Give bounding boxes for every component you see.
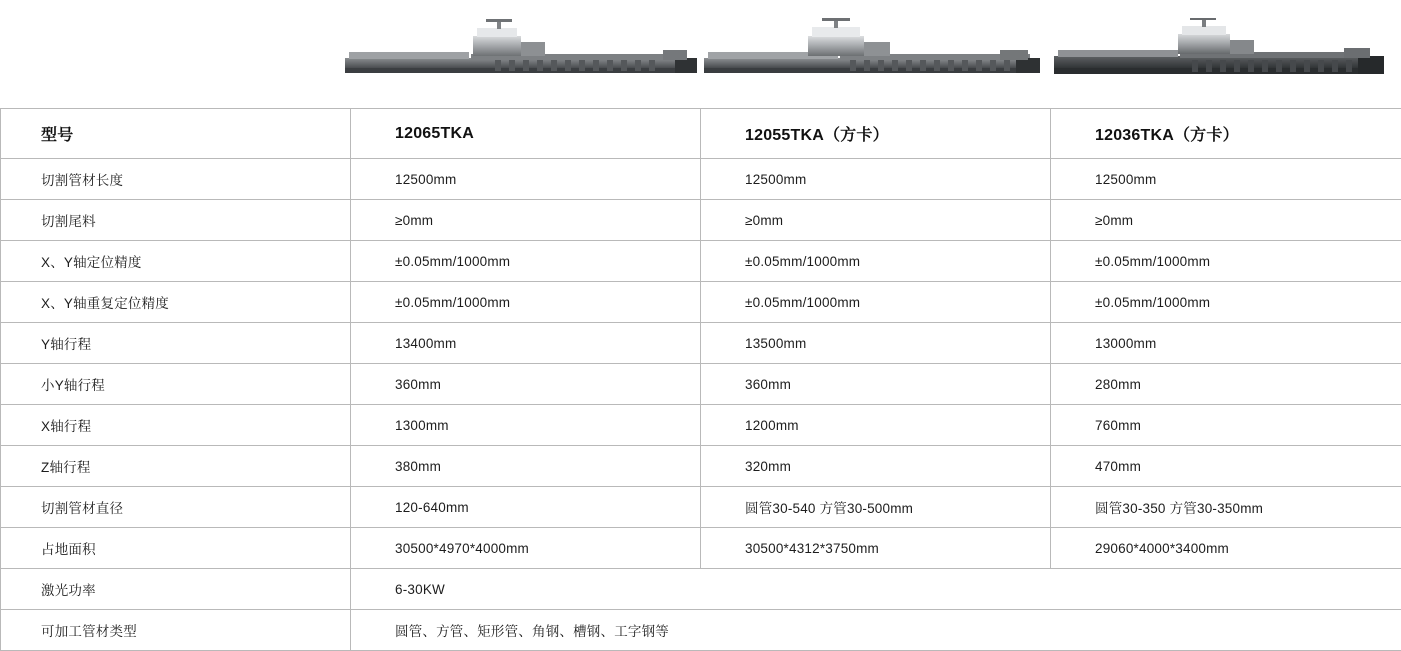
row-value-1: 1300mm — [351, 405, 701, 446]
row-value-2: 320mm — [701, 446, 1051, 487]
row-label: 激光功率 — [1, 569, 351, 610]
table-row — [1, 241, 1401, 282]
table-row — [1, 569, 1401, 610]
row-value-2: 1200mm — [701, 405, 1051, 446]
row-value-span: 6-30KW — [351, 569, 1401, 610]
table-row — [1, 405, 1401, 446]
table-header-row — [1, 109, 1401, 159]
table-row — [1, 446, 1401, 487]
table-header-cell-model-1: 12065TKA — [351, 109, 701, 159]
row-value-1: ±0.05mm/1000mm — [351, 282, 701, 323]
product-image-2 — [700, 18, 1048, 80]
row-value-1: 120-640mm — [351, 487, 701, 528]
table-row — [1, 282, 1401, 323]
machine-illustration-icon — [1052, 18, 1389, 80]
table-header-cell-model-3: 12036TKA（方卡） — [1051, 109, 1401, 159]
row-value-1: 13400mm — [351, 323, 701, 364]
row-value-3: 圆管30-350 方管30-350mm — [1051, 487, 1401, 528]
specification-table — [0, 108, 1401, 651]
product-image-1 — [345, 18, 697, 80]
row-label: Z轴行程 — [1, 446, 351, 487]
row-value-2: ≥0mm — [701, 200, 1051, 241]
table-row — [1, 200, 1401, 241]
row-label: 小Y轴行程 — [1, 364, 351, 405]
machine-illustration-icon — [700, 18, 1048, 80]
row-value-1: 30500*4970*4000mm — [351, 528, 701, 569]
row-value-1: 360mm — [351, 364, 701, 405]
row-label: Y轴行程 — [1, 323, 351, 364]
row-label: 切割管材长度 — [1, 159, 351, 200]
table-row — [1, 159, 1401, 200]
row-value-3: 470mm — [1051, 446, 1401, 487]
row-value-3: 12500mm — [1051, 159, 1401, 200]
row-label: X轴行程 — [1, 405, 351, 446]
row-value-3: ±0.05mm/1000mm — [1051, 241, 1401, 282]
product-image-strip — [0, 0, 1401, 98]
table-header-cell-model-label: 型号 — [1, 109, 351, 159]
row-value-2: 13500mm — [701, 323, 1051, 364]
row-value-3: 280mm — [1051, 364, 1401, 405]
table-row — [1, 364, 1401, 405]
row-value-3: 13000mm — [1051, 323, 1401, 364]
row-label: 可加工管材类型 — [1, 610, 351, 651]
row-label: 切割尾料 — [1, 200, 351, 241]
table-body — [1, 109, 1401, 651]
row-value-3: ≥0mm — [1051, 200, 1401, 241]
machine-illustration-icon — [345, 18, 697, 80]
row-value-2: 圆管30-540 方管30-500mm — [701, 487, 1051, 528]
row-label: X、Y轴重复定位精度 — [1, 282, 351, 323]
table-row — [1, 528, 1401, 569]
row-value-1: 380mm — [351, 446, 701, 487]
table-row — [1, 610, 1401, 651]
row-value-2: 360mm — [701, 364, 1051, 405]
row-label: X、Y轴定位精度 — [1, 241, 351, 282]
row-value-1: 12500mm — [351, 159, 701, 200]
product-image-3 — [1052, 18, 1389, 80]
table-row — [1, 323, 1401, 364]
row-value-2: 30500*4312*3750mm — [701, 528, 1051, 569]
table-header-cell-model-2: 12055TKA（方卡） — [701, 109, 1051, 159]
row-value-1: ±0.05mm/1000mm — [351, 241, 701, 282]
row-value-2: ±0.05mm/1000mm — [701, 241, 1051, 282]
row-value-2: ±0.05mm/1000mm — [701, 282, 1051, 323]
row-label: 占地面积 — [1, 528, 351, 569]
row-value-1: ≥0mm — [351, 200, 701, 241]
row-value-3: 760mm — [1051, 405, 1401, 446]
row-value-span: 圆管、方管、矩形管、角钢、槽钢、工字钢等 — [351, 610, 1401, 651]
row-value-3: ±0.05mm/1000mm — [1051, 282, 1401, 323]
row-value-3: 29060*4000*3400mm — [1051, 528, 1401, 569]
row-label: 切割管材直径 — [1, 487, 351, 528]
row-value-2: 12500mm — [701, 159, 1051, 200]
table-row — [1, 487, 1401, 528]
